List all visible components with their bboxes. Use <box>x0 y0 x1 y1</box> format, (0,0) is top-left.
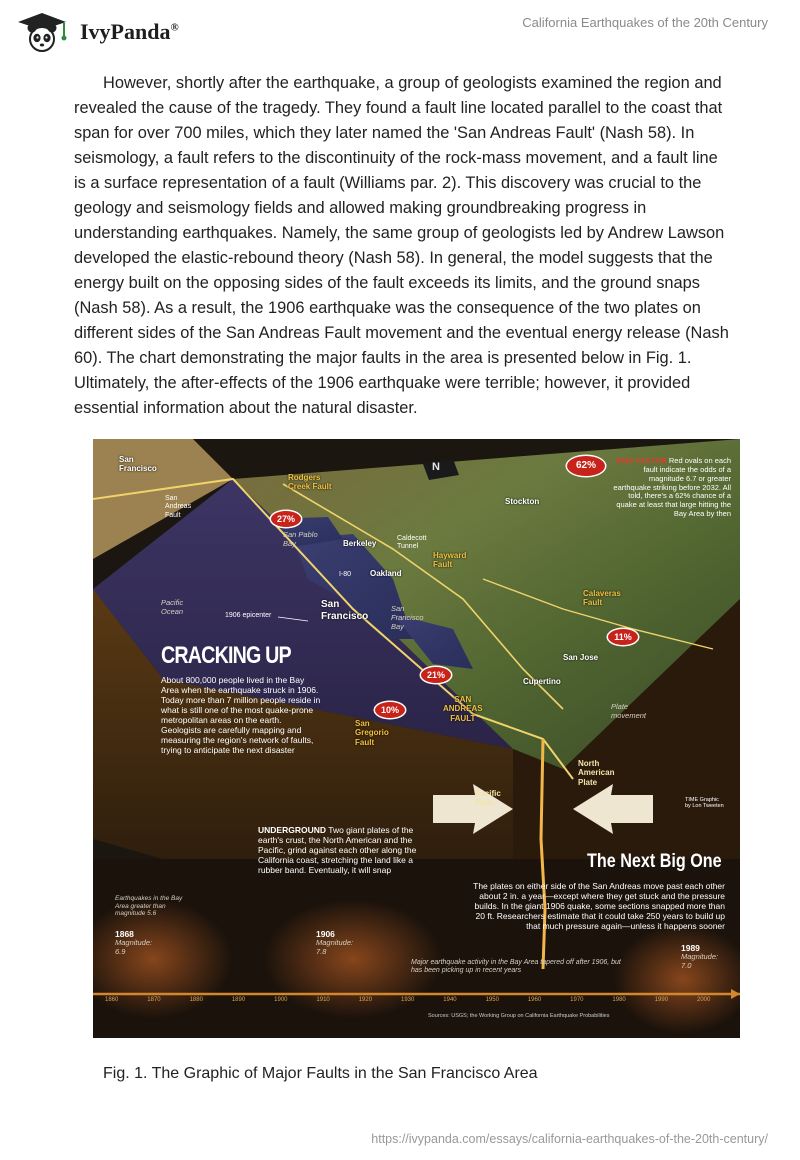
cracking-up-heading: CRACKING UP <box>161 642 291 669</box>
map-label-san-andreas-corner: San Andreas Fault <box>165 495 192 519</box>
underground-heading: UNDERGROUND <box>258 825 326 835</box>
timeline-year-label: 1960 <box>527 997 542 1003</box>
map-label-cupertino: Cupertino <box>523 677 561 686</box>
panda-mascot-icon <box>12 10 74 54</box>
north-marker: N <box>432 461 440 473</box>
quake-1989 <box>681 943 718 971</box>
next-big-one-text: The plates on either side of the San Andreas move past each other about 2 in. a year—except where they get stuck and the pressure builds. In the giant 1906 quake, some sections snapped more than 20 ft. Researchers estimate that it could take 250 years to build up that much pressure again—unless it happens sooner <box>473 881 725 932</box>
risk-factor-box <box>613 457 731 519</box>
quake-1906 <box>316 929 353 957</box>
map-label-berkeley: Berkeley <box>343 539 377 548</box>
next-big-one-heading: The Next Big One <box>587 851 722 872</box>
rodgers-creek-odds: 27% <box>271 511 301 527</box>
timeline-year-label: 1910 <box>316 997 330 1003</box>
fault-map-figure <box>93 439 740 1038</box>
map-label-san-jose: San Jose <box>563 653 599 662</box>
risk-heading: RISK FACTOR <box>616 456 667 465</box>
quake-1868-year: 1868 <box>115 929 134 939</box>
risk-text: Red ovals on each fault indicate the odds of a magnitude 6.7 or greater earthquake striking before 2032. All told, there's a 62% chance of a quake at least that large hitting the Bay Area by then <box>613 456 731 519</box>
calaveras-odds: 11% <box>608 629 638 645</box>
map-label-caldecott: Caldecott Tunnel <box>397 535 427 551</box>
quake-1868 <box>115 929 152 957</box>
quake-1989-year: 1989 <box>681 943 700 953</box>
map-label-hayward-fault: Hayward Fault <box>433 551 467 570</box>
document-title: California Earthquakes of the 20th Century <box>522 15 768 30</box>
timeline-note: Major earthquake activity in the Bay Area tapered off after 1906, but has been picking up in recent years <box>411 959 621 975</box>
time-graphic-credit: TIME Graphic by Lon Tweeten <box>685 797 724 810</box>
map-label-san-pablo: San Pablo Bay <box>283 530 318 548</box>
map-label-san-gregorio-fault: San Gregorio Fault <box>355 719 389 747</box>
quake-1989-mag: 7.0 <box>681 960 692 970</box>
timeline-year-label: 1990 <box>654 997 669 1003</box>
timeline-year-label: 1980 <box>612 997 626 1003</box>
timeline-year-label: 1900 <box>274 997 288 1003</box>
timeline-year-label: 1870 <box>147 997 161 1003</box>
quake-1989-label: Magnitude: <box>681 952 719 962</box>
timeline-year-label: 1950 <box>485 997 499 1003</box>
underground-text: Two giant plates of the earth's crust, the North American and the Pacific, grind against each other along the California coast, stretching the land like a rubber band. Eventually, it will snap <box>258 825 417 876</box>
map-label-plate-movement: Plate movement <box>611 702 647 720</box>
map-label-calaveras-fault: Calaveras Fault <box>583 589 621 608</box>
san-gregorio-odds: 10% <box>375 702 405 718</box>
map-label-sf-corner: San Francisco <box>119 455 157 474</box>
map-label-rodgers-fault: Rodgers Creek Fault <box>288 473 332 492</box>
timeline-legend: Earthquakes in the Bay Area greater than magnitude 5.6 <box>115 895 183 918</box>
brand-name: IvyPanda® <box>80 19 179 44</box>
cracking-up-text: About 800,000 people lived in the Bay Area when the earthquake struck in 1906. Today more than 7 million people reside in what is still one of the most quake-prone metropolitan areas on the earth. Geologists are carefully mapping and measuring the region's network of faults, trying to anticipate the next disaster <box>161 675 321 756</box>
timeline-year-label: 1880 <box>189 997 203 1003</box>
quake-1906-mag: 7.8 <box>316 946 327 956</box>
map-label-san-francisco: San Francisco <box>321 599 369 622</box>
map-label-san-andreas-fault: SAN ANDREAS FAULT <box>443 695 483 723</box>
quake-1906-year: 1906 <box>316 929 335 939</box>
timeline-year-label: 2000 <box>697 997 711 1003</box>
map-label-epicenter: 1906 epicenter <box>225 612 272 619</box>
map-label-pacific-ocean: Pacific Ocean <box>161 598 184 616</box>
timeline-year-label: 1970 <box>570 997 584 1003</box>
page-header <box>0 0 800 60</box>
underground-box <box>258 825 436 875</box>
timeline-year-label: 1860 <box>105 997 119 1003</box>
figure-caption: Fig. 1. The Graphic of Major Faults in the San Francisco Area <box>103 1065 538 1082</box>
timeline-year-label: 1920 <box>358 997 373 1003</box>
timeline-year-label: 1890 <box>231 997 246 1003</box>
map-label-pacific-plate: Pacific Plate <box>475 789 501 808</box>
timeline-sources: Sources: USGS; the Working Group on California Earthquake Probabilities <box>428 1013 610 1019</box>
quake-1868-mag: 6.9 <box>115 946 126 956</box>
timeline-year-label: 1930 <box>401 997 415 1003</box>
map-label-north-american-plate: North American Plate <box>578 759 615 787</box>
hayward-odds: 21% <box>421 667 451 683</box>
timeline-year-label: 1940 <box>443 997 457 1003</box>
body-paragraph: However, shortly after the earthquake, a group of geologists examined the region and revealed the cause of the tragedy. They found a fault line located parallel to the coast that span for over 700 miles, which they later named the 'San Andreas Fault' (Nash 58). In seismology, a fault refers to the discontinuity of the rock-mass movement, and a fault line is a surface representation of a fault (Williams par. 2). This discovery was crucial to the geology and seismology fields and allowed making groundbreaking progress in understanding earthquakes. Namely, the same group of geologists led by Andrew Lawson developed the elastic-rebound theory (Nash 58). In general, the model suggests that the energy built on the opposing sides of the fault exceeds its limits, and the ground snaps (Nash 58). As a result, the 1906 earthquake was the consequence of the two plates on different sides of the San Andreas Fault movement and the eventual energy release (Nash 60). The chart demonstrating the major faults in the area is presented below in Fig. 1. Ultimately, the after-effects of the 1906 earthquake were terrible; however, it provided essential information about the natural disaster. <box>74 74 729 417</box>
footer-url[interactable]: https://ivypanda.com/essays/california-earthquakes-of-the-20th-century/ <box>371 1132 768 1146</box>
ivypanda-logo[interactable] <box>12 10 179 54</box>
quake-1906-label: Magnitude: <box>316 938 354 948</box>
map-label-i80: I-80 <box>339 571 352 578</box>
map-label-stockton: Stockton <box>505 497 540 506</box>
risk-badge: 62% <box>567 456 605 476</box>
map-label-sf-bay: San Francisco Bay <box>391 604 424 631</box>
map-label-oakland: Oakland <box>370 569 402 578</box>
quake-1868-label: Magnitude: <box>115 938 153 948</box>
